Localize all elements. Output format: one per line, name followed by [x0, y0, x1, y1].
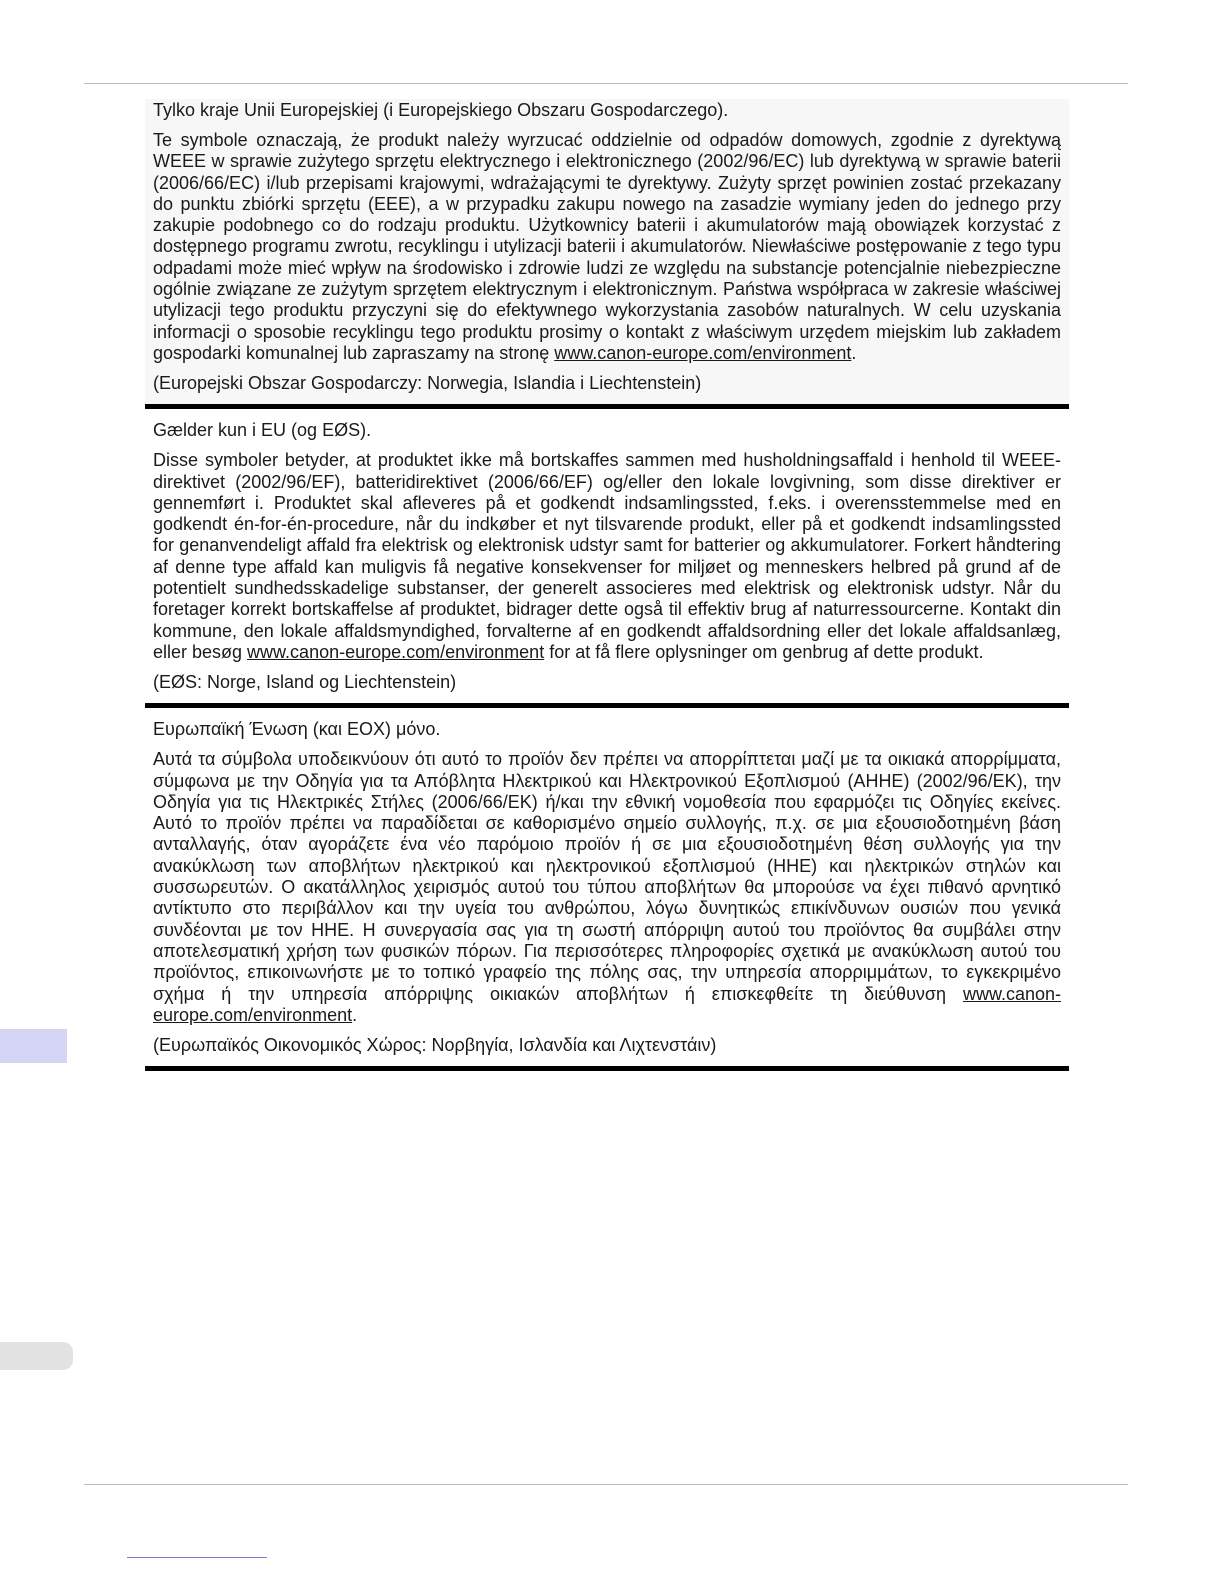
side-index-marker[interactable]	[0, 1342, 73, 1370]
notice-text-end: .	[851, 342, 857, 363]
notice-heading: Gælder kun i EU (og EØS).	[153, 420, 372, 441]
notice-body	[153, 130, 1061, 364]
notice-text: Disse symboler betyder, at produktet ikke må bortskaffes sammen med husholdningsaffald i henhold til WEEE-direktivet (2002/96/EF), batteridirektivet (2006/66/EF) og/eller den lokale lovgivning, som disse direktiver er gennemført i. Produktet skal afleveres på et godkendt indsamlingssted, f.eks. i overensstemmelse med en godkendt én-for-én-procedure, når du indkøber et nyt tilsvarende produkt, eller på et godkendt indsamlingssted for genanvendeligt affald fra elektrisk og elektronisk udstyr samt for batterier og akkumulatorer. Forkert håndtering af denne type affald kan muligvis få negative konsekvenser for miljøet og menneskers helbred på grund af de potentielt sundhedsskadelige substanser, der generelt associeres med elektrisk og elektronisk udstyr. Når du foretager korrekt bortskaffelse af produktet, bidrager dette også til effektiv brug af naturressourcerne. Kontakt din kommune, den lokale affaldsmyndighed, forvalterne af en godkendt affaldsordning eller det lokale affaldsanlæg, eller besøg	[153, 450, 1061, 662]
environment-link[interactable]: www.canon-europe.com/environment	[153, 983, 1061, 1025]
notice-heading: Ευρωπαϊκή Ένωση (και ΕΟΧ) μόνο.	[153, 719, 441, 740]
notice-body	[153, 450, 1061, 663]
notice-note: (Europejski Obszar Gospodarczy: Norwegia, Islandia i Liechtenstein)	[153, 373, 702, 394]
notice-danish	[145, 419, 1069, 708]
notice-body	[153, 749, 1061, 1026]
notice-text: Te symbole oznaczają, że produkt należy wyrzucać oddzielnie od odpadów domowych, zgodnie z dyrektywą WEEE w sprawie zużytego sprzętu elektrycznego i elektronicznego (2002/96/EC) lub dyrektywą w sprawie baterii (2006/66/EC) i/lub przepisami krajowymi, wdrażającymi te dyrektywy. Zużyty sprzęt powinien zostać przekazany do punktu zbiórki sprzętu (EEE), a w przypadku zakupu nowego na zasadzie wymiany jeden do jednego przy zakupie podobnego co do rodzaju produktu. Użytkownicy baterii i akumulatorów mają obowiązek korzystać z dostępnego programu zwrotu, recyklingu i utylizacji baterii i akumulatorów. Niewłaściwe postępowanie z tego typu odpadami może mieć wpływ na środowisko i zdrowie ludzi ze względu na substancje potencjalnie niebezpieczne ogólnie związane ze zużytym sprzętem elektrycznym i elektronicznym. Państwa współpraca w zakresie właściwej utylizacji tego produktu przyczyni się do efektywnego wykorzystania zasobów naturalnych. W celu uzyskania informacji o sposobie recyklingu tego produktu prosimy o kontakt z właściwym urzędem miejskim lub zakładem gospodarki komunalnej lub zapraszamy na stronę	[153, 130, 1061, 363]
environment-link[interactable]: www.canon-europe.com/environment	[247, 641, 545, 662]
notice-text-end: .	[352, 1004, 358, 1025]
notice-text-end: for at få flere oplysninger om genbrug af dette produkt.	[544, 641, 984, 662]
notice-note: (EØS: Norge, Island og Liechtenstein)	[153, 672, 457, 693]
header-rule	[84, 83, 1128, 84]
chapter-side-tab[interactable]	[0, 1029, 67, 1063]
footer-link-underline[interactable]	[127, 1557, 267, 1558]
environment-link[interactable]: www.canon-europe.com/environment	[554, 342, 852, 363]
notice-greek	[145, 718, 1069, 1071]
notice-text: Αυτά τα σύμβολα υποδεικνύουν ότι αυτό το προϊόν δεν πρέπει να απορρίπτεται μαζί με τα οικιακά απορρίμματα, σύμφωνα με την Οδηγία για τα Απόβλητα Ηλεκτρικού και Ηλεκτρονικού Εξοπλισμού (ΑΗΗΕ) (2002/96/ΕΚ), την Οδηγία για τις Ηλεκτρικές Στήλες (2006/66/ΕΚ) ή/και την εθνική νομοθεσία που εφαρμόζει τις Οδηγίες εκείνες. Αυτό το προϊόν πρέπει να παραδίδεται σε καθορισμένο σημείο συλλογής, π.χ. σε μια εξουσιοδοτημένη βάση ανταλλαγής, όταν αγοράζετε ένα νέο παρόμοιο προϊόν ή σε μια εξουσιοδοτημένη θέση συλλογής για την ανακύκλωση των αποβλήτων ηλεκτρικού και ηλεκτρονικού εξοπλισμού (ΗΗΕ) και ηλεκτρικών στηλών και συσσωρευτών. Ο ακατάλληλος χειρισμός αυτού του τύπου αποβλήτων θα μπορούσε να έχει πιθανό αρνητικό αντίκτυπο στο περιβάλλον και την υγεία του ανθρώπου, λόγω δυνητικώς επικίνδυνων ουσιών που γενικά συνδέονται με τον ΗΗΕ. Η συνεργασία σας για τη σωστή απόρριψη αυτού του προϊόντος θα συμβάλει στην αποτελεσματική χρήση των φυσικών πόρων. Για περισσότερες πληροφορίες σχετικά με ανακύκλωση αυτού του προϊόντος, επικοινωνήστε με το τοπικό γραφείο της πόλης σας, την υπηρεσία απορριμμάτων, το εγκεκριμένο σχήμα ή την υπηρεσία απόρριψης οικιακών αποβλήτων ή επισκεφθείτε τη διεύθυνση	[153, 749, 1061, 1004]
footer-rule	[84, 1484, 1128, 1485]
recycling-notices	[145, 95, 1069, 1071]
notice-heading: Tylko kraje Unii Europejskiej (i Europejskiego Obszaru Gospodarczego).	[153, 100, 729, 120]
notice-note: (Ευρωπαϊκός Οικονομικός Χώρος: Νορβηγία, Ισλανδία και Λιχτενστάιν)	[153, 1035, 717, 1056]
notice-polish	[145, 99, 1069, 409]
